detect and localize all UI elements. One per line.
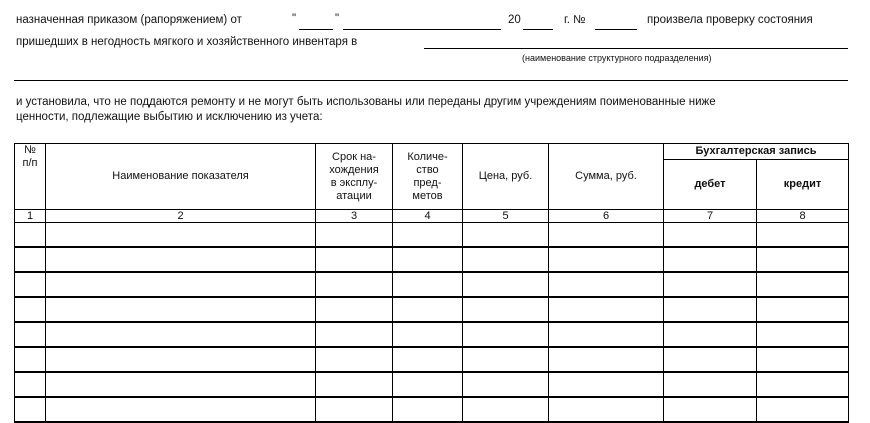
table-cell[interactable] [393,322,463,347]
table-row [15,322,849,347]
col-number-header [15,144,46,210]
table-cell[interactable] [549,397,664,422]
table-cell[interactable] [463,322,549,347]
table-cell[interactable] [15,272,46,297]
table-row [15,372,849,397]
table-cell[interactable] [664,322,757,347]
table-cell[interactable] [549,372,664,397]
table-cell[interactable] [15,372,46,397]
col-term-l4: атации [336,189,372,202]
col-term-l2: хождения [329,163,379,176]
table-cell[interactable] [549,297,664,322]
department-field[interactable] [424,48,848,49]
quote-close: " [335,13,340,25]
table-cell[interactable] [316,347,393,372]
month-field[interactable] [343,29,501,30]
quote-open: " [292,13,297,25]
number-sign: г. № [564,14,586,26]
col-term-header [316,144,393,210]
table-cell[interactable] [15,223,46,248]
table-cell[interactable] [463,297,549,322]
table-cell[interactable] [46,297,316,322]
table-cell[interactable] [757,297,849,322]
table-cell[interactable] [549,272,664,297]
continuation-line[interactable] [14,80,848,81]
table-cell[interactable] [757,247,849,272]
table-cell[interactable] [316,397,393,422]
inspection-text: произвела проверку состояния [647,14,813,26]
table-cell[interactable] [664,223,757,248]
col-debit-header: дебет [664,160,757,210]
table-row [15,272,849,297]
column-numbers-row [15,210,849,223]
table-cell[interactable] [316,247,393,272]
table-cell[interactable] [664,297,757,322]
table-cell[interactable] [316,272,393,297]
col-sum-header: Сумма, руб. [549,144,664,210]
table-cell[interactable] [549,347,664,372]
table-cell[interactable] [393,397,463,422]
table-cell[interactable] [549,322,664,347]
table-cell[interactable] [46,223,316,248]
table-cell[interactable] [664,347,757,372]
table-cell[interactable] [46,397,316,422]
col-price-header: Цена, руб. [463,144,549,210]
table-row [15,347,849,372]
col-qty-l4: метов [412,189,443,202]
table-cell[interactable] [15,247,46,272]
table-cell[interactable] [393,272,463,297]
table-cell[interactable] [549,247,664,272]
col-qty-l1: Количе- [407,150,448,163]
col-number-l2: п/п [22,157,38,169]
col-number-l1: № [24,144,36,156]
table-cell[interactable] [757,223,849,248]
table-cell[interactable] [316,223,393,248]
table-row [15,297,849,322]
table-cell[interactable] [15,347,46,372]
statement-line-1: и установила, что не поддаются ремонту и не могут быть использованы или переданы другим учреждениям поименованные ниже [16,96,716,108]
order-text: назначенная приказом (рапоряжением) от [16,14,242,26]
table-cell[interactable] [757,372,849,397]
col-index-8: 8 [757,210,849,223]
table-cell[interactable] [664,247,757,272]
table-cell[interactable] [316,322,393,347]
col-quantity-header [393,144,463,210]
table-cell[interactable] [664,272,757,297]
table-body [15,223,849,423]
table-cell[interactable] [393,347,463,372]
table-cell[interactable] [463,247,549,272]
day-field[interactable] [299,29,333,30]
year-prefix: 20 [508,14,521,26]
col-accounting-header: Бухгалтерская запись [664,144,849,160]
table-cell[interactable] [664,372,757,397]
year-field[interactable] [523,29,553,30]
table-cell[interactable] [316,372,393,397]
col-index-2: 2 [46,210,316,223]
col-index-3: 3 [316,210,393,223]
table-cell[interactable] [393,372,463,397]
col-index-1: 1 [15,210,46,223]
table-cell[interactable] [463,347,549,372]
write-off-table [14,143,849,423]
table-cell[interactable] [15,322,46,347]
order-number-field[interactable] [595,29,637,30]
table-row [15,247,849,272]
table-cell[interactable] [46,272,316,297]
table-cell[interactable] [549,223,664,248]
table-cell[interactable] [463,397,549,422]
col-qty-l2: ство [416,163,439,176]
table-cell[interactable] [393,247,463,272]
table-cell[interactable] [15,297,46,322]
col-index-5: 5 [463,210,549,223]
col-name-header: Наименование показателя [46,144,316,210]
table-cell[interactable] [757,272,849,297]
table-cell[interactable] [463,272,549,297]
col-index-4: 4 [393,210,463,223]
table-cell[interactable] [664,397,757,422]
col-credit-header: кредит [757,160,849,210]
table-row [15,223,849,248]
col-term-l1: Срок на- [332,150,376,163]
col-term-l3: в эксплу- [330,176,378,189]
table-cell[interactable] [46,247,316,272]
col-index-7: 7 [664,210,757,223]
department-caption: (наименование структурного подразделения) [522,53,712,63]
col-index-6: 6 [549,210,664,223]
table-cell[interactable] [393,223,463,248]
table-cell[interactable] [46,322,316,347]
table-row [15,397,849,422]
table-cell[interactable] [15,397,46,422]
table-cell[interactable] [46,372,316,397]
table-cell[interactable] [316,297,393,322]
table-cell[interactable] [757,397,849,422]
table-cell[interactable] [463,372,549,397]
inventory-text: пришедших в негодность мягкого и хозяйственного инвентаря в [16,36,358,48]
table-cell[interactable] [46,347,316,372]
col-qty-l3: пред- [413,176,442,189]
statement-line-2: ценности, подлежащие выбытию и исключению из учета: [16,111,323,123]
table-cell[interactable] [393,297,463,322]
table-cell[interactable] [757,322,849,347]
table-cell[interactable] [463,223,549,248]
table-cell[interactable] [757,347,849,372]
